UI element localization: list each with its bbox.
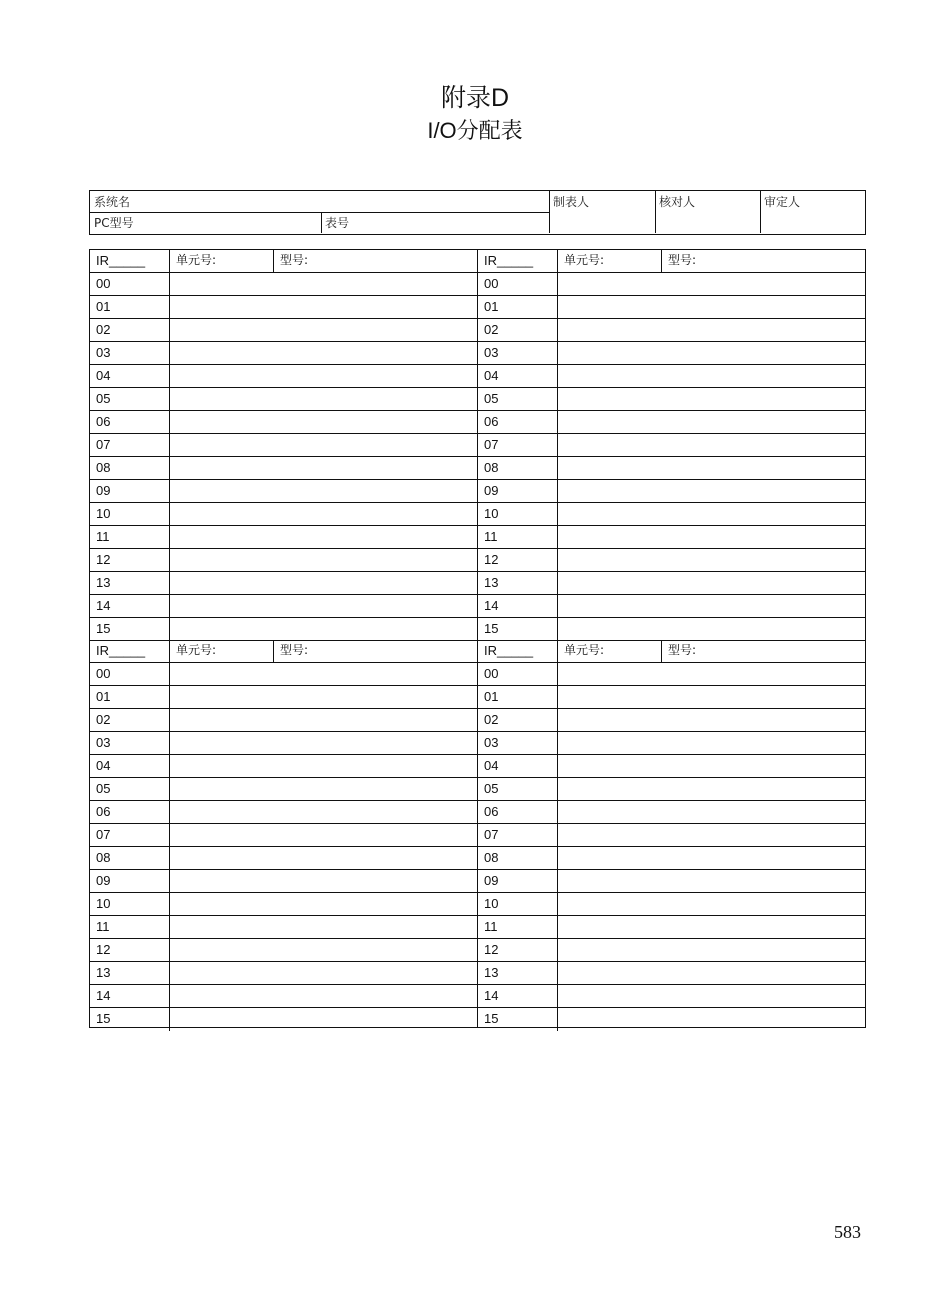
bit-description-field[interactable] [170, 985, 478, 1007]
bit-description-field[interactable] [558, 847, 866, 869]
bit-number: 10 [478, 893, 558, 915]
bit-number: 13 [90, 962, 170, 984]
bit-description-field[interactable] [558, 365, 866, 387]
bit-description-field[interactable] [170, 755, 478, 777]
table-row [90, 365, 478, 388]
ir-channel-field[interactable]: IR_____ [90, 250, 170, 272]
table-row [478, 595, 866, 618]
bit-number: 11 [90, 916, 170, 938]
table-row [90, 732, 478, 755]
bit-description-field[interactable] [170, 893, 478, 915]
io-block-header [478, 640, 866, 663]
bit-number: 11 [90, 526, 170, 548]
io-block-header [90, 250, 478, 273]
table-row [478, 847, 866, 870]
bit-number: 04 [90, 365, 170, 387]
bit-number: 09 [478, 480, 558, 502]
table-row [90, 755, 478, 778]
bit-number: 01 [90, 296, 170, 318]
bit-description-field[interactable] [170, 365, 478, 387]
table-row [90, 1008, 478, 1031]
table-row [90, 572, 478, 595]
table-row [478, 434, 866, 457]
bit-description-field[interactable] [558, 296, 866, 318]
table-row [478, 411, 866, 434]
table-row [478, 985, 866, 1008]
bit-description-field[interactable] [170, 709, 478, 731]
bit-number: 01 [90, 686, 170, 708]
bit-number: 02 [90, 709, 170, 731]
model-field[interactable]: 型号: [668, 643, 697, 657]
bit-description-field[interactable] [558, 801, 866, 823]
bit-number: 14 [90, 595, 170, 617]
bit-description-field[interactable] [558, 342, 866, 364]
bit-description-field[interactable] [558, 319, 866, 341]
bit-number: 03 [478, 342, 558, 364]
io-block-header [478, 250, 866, 273]
bit-description-field[interactable] [558, 388, 866, 410]
bit-number: 00 [478, 273, 558, 295]
bit-description-field[interactable] [170, 824, 478, 846]
model-field[interactable]: 型号: [280, 643, 309, 657]
bit-number: 00 [90, 663, 170, 685]
bit-description-field[interactable] [170, 296, 478, 318]
table-row [478, 663, 866, 686]
bit-description-field[interactable] [558, 618, 866, 640]
bit-number: 14 [90, 985, 170, 1007]
bit-number: 06 [478, 411, 558, 433]
table-row [90, 388, 478, 411]
bit-description-field[interactable] [558, 457, 866, 479]
bit-number: 06 [90, 411, 170, 433]
model-field[interactable]: 型号: [280, 253, 309, 267]
table-row [478, 824, 866, 847]
maker-field[interactable]: 制表人 [553, 195, 590, 209]
table-row [478, 778, 866, 801]
table-number-field[interactable]: 表号 [325, 216, 350, 230]
bit-number: 02 [90, 319, 170, 341]
bit-description-field[interactable] [170, 526, 478, 548]
bit-number: 09 [90, 480, 170, 502]
bit-description-field[interactable] [170, 457, 478, 479]
bit-number: 11 [478, 916, 558, 938]
bit-number: 04 [90, 755, 170, 777]
table-row [478, 755, 866, 778]
bit-number: 13 [478, 572, 558, 594]
bit-description-field[interactable] [170, 595, 478, 617]
table-row [90, 847, 478, 870]
unit-number-field[interactable]: 单元号: [558, 250, 662, 272]
table-row [478, 503, 866, 526]
bit-description-field[interactable] [170, 319, 478, 341]
ir-channel-field[interactable]: IR_____ [478, 640, 558, 662]
table-row [90, 618, 478, 641]
bit-description-field[interactable] [558, 1008, 866, 1031]
bit-number: 07 [90, 824, 170, 846]
table-row [478, 273, 866, 296]
table-row [478, 618, 866, 641]
bit-description-field[interactable] [558, 480, 866, 502]
bit-number: 13 [90, 572, 170, 594]
bit-description-field[interactable] [558, 434, 866, 456]
table-row [90, 801, 478, 824]
bit-description-field[interactable] [170, 503, 478, 525]
form-header-table [89, 190, 866, 235]
table-row [90, 296, 478, 319]
table-row [478, 388, 866, 411]
bit-number: 12 [478, 939, 558, 961]
io-block [478, 250, 866, 641]
bit-description-field[interactable] [170, 342, 478, 364]
bit-number: 00 [90, 273, 170, 295]
bit-description-field[interactable] [558, 709, 866, 731]
bit-description-field[interactable] [170, 778, 478, 800]
bit-number: 04 [478, 365, 558, 387]
bit-description-field[interactable] [170, 870, 478, 892]
bit-number: 12 [478, 549, 558, 571]
bit-number: 15 [478, 1008, 558, 1031]
bit-description-field[interactable] [558, 755, 866, 777]
io-block [478, 640, 866, 1031]
bit-description-field[interactable] [558, 732, 866, 754]
bit-number: 06 [478, 801, 558, 823]
bit-description-field[interactable] [170, 663, 478, 685]
bit-description-field[interactable] [170, 411, 478, 433]
bit-number: 03 [90, 732, 170, 754]
table-row [90, 457, 478, 480]
bit-number: 14 [478, 595, 558, 617]
bit-number: 05 [478, 778, 558, 800]
bit-number: 15 [90, 618, 170, 640]
table-row [90, 342, 478, 365]
io-block [90, 640, 478, 1031]
bit-number: 03 [90, 342, 170, 364]
table-row [478, 457, 866, 480]
table-row [478, 549, 866, 572]
table-row [90, 709, 478, 732]
bit-description-field[interactable] [170, 939, 478, 961]
bit-description-field[interactable] [170, 916, 478, 938]
bit-number: 01 [478, 686, 558, 708]
table-row [478, 319, 866, 342]
bit-description-field[interactable] [170, 686, 478, 708]
bit-description-field[interactable] [558, 595, 866, 617]
bit-description-field[interactable] [170, 801, 478, 823]
bit-number: 07 [90, 434, 170, 456]
table-row [478, 801, 866, 824]
bit-description-field[interactable] [558, 273, 866, 295]
bit-number: 10 [90, 503, 170, 525]
table-row [478, 732, 866, 755]
bit-number: 01 [478, 296, 558, 318]
table-row [90, 962, 478, 985]
bit-description-field[interactable] [170, 1008, 478, 1031]
table-row [478, 939, 866, 962]
bit-description-field[interactable] [558, 824, 866, 846]
table-row [478, 526, 866, 549]
bit-number: 10 [90, 893, 170, 915]
bit-description-field[interactable] [558, 778, 866, 800]
model-field[interactable]: 型号: [668, 253, 697, 267]
table-row [478, 480, 866, 503]
bit-number: 10 [478, 503, 558, 525]
unit-number-field[interactable]: 单元号: [170, 640, 274, 662]
table-row [478, 1008, 866, 1031]
bit-description-field[interactable] [558, 939, 866, 961]
unit-number-field[interactable]: 单元号: [558, 640, 662, 662]
bit-description-field[interactable] [558, 962, 866, 984]
bit-description-field[interactable] [170, 549, 478, 571]
bit-number: 06 [90, 801, 170, 823]
table-row [90, 824, 478, 847]
bit-number: 03 [478, 732, 558, 754]
table-row [478, 572, 866, 595]
bit-description-field[interactable] [558, 686, 866, 708]
bit-description-field[interactable] [558, 870, 866, 892]
bit-description-field[interactable] [170, 273, 478, 295]
table-row [90, 503, 478, 526]
bit-number: 08 [478, 847, 558, 869]
bit-number: 09 [478, 870, 558, 892]
table-row [90, 549, 478, 572]
bit-number: 07 [478, 824, 558, 846]
pc-model-field[interactable]: PC型号 [94, 216, 134, 230]
table-row [90, 480, 478, 503]
ir-channel-field[interactable]: IR_____ [90, 640, 170, 662]
bit-number: 09 [90, 870, 170, 892]
bit-number: 15 [478, 618, 558, 640]
bit-description-field[interactable] [558, 503, 866, 525]
bit-number: 08 [478, 457, 558, 479]
table-row [90, 595, 478, 618]
bit-description-field[interactable] [170, 572, 478, 594]
bit-number: 04 [478, 755, 558, 777]
table-row [478, 893, 866, 916]
bit-description-field[interactable] [558, 549, 866, 571]
ir-channel-field[interactable]: IR_____ [478, 250, 558, 272]
table-row [90, 273, 478, 296]
table-row [478, 686, 866, 709]
unit-number-field[interactable]: 单元号: [170, 250, 274, 272]
bit-number: 14 [478, 985, 558, 1007]
table-row [90, 686, 478, 709]
bit-description-field[interactable] [170, 847, 478, 869]
table-row [478, 709, 866, 732]
bit-description-field[interactable] [558, 526, 866, 548]
bit-number: 11 [478, 526, 558, 548]
table-row [478, 296, 866, 319]
bit-number: 02 [478, 709, 558, 731]
bit-number: 12 [90, 939, 170, 961]
bit-description-field[interactable] [558, 411, 866, 433]
bit-number: 00 [478, 663, 558, 685]
approver-field[interactable]: 审定人 [764, 195, 801, 209]
bit-number: 02 [478, 319, 558, 341]
bit-number: 05 [90, 388, 170, 410]
table-row [90, 870, 478, 893]
table-row [90, 411, 478, 434]
bit-number: 05 [90, 778, 170, 800]
bit-description-field[interactable] [558, 893, 866, 915]
table-row [90, 916, 478, 939]
page-subtitle: I/O分配表 [427, 118, 523, 143]
bit-description-field[interactable] [170, 434, 478, 456]
table-row [90, 434, 478, 457]
bit-description-field[interactable] [170, 962, 478, 984]
bit-description-field[interactable] [558, 985, 866, 1007]
bit-number: 07 [478, 434, 558, 456]
table-row [478, 962, 866, 985]
bit-description-field[interactable] [170, 732, 478, 754]
table-row [478, 916, 866, 939]
table-row [90, 663, 478, 686]
checker-field[interactable]: 核对人 [659, 195, 696, 209]
bit-number: 15 [90, 1008, 170, 1031]
io-allocation-table [89, 249, 866, 1028]
bit-description-field[interactable] [170, 388, 478, 410]
bit-number: 12 [90, 549, 170, 571]
table-row [90, 526, 478, 549]
bit-description-field[interactable] [558, 572, 866, 594]
bit-number: 05 [478, 388, 558, 410]
page-number: 583 [834, 1222, 861, 1242]
table-row [90, 985, 478, 1008]
bit-description-field[interactable] [170, 618, 478, 640]
table-row [478, 365, 866, 388]
bit-number: 08 [90, 847, 170, 869]
table-row [90, 939, 478, 962]
table-row [90, 319, 478, 342]
table-row [478, 342, 866, 365]
bit-number: 13 [478, 962, 558, 984]
bit-description-field[interactable] [170, 480, 478, 502]
bit-number: 08 [90, 457, 170, 479]
page-title: 附录D [440, 84, 510, 112]
io-block-header [90, 640, 478, 663]
bit-description-field[interactable] [558, 916, 866, 938]
system-name-field[interactable]: 系统名 [94, 195, 131, 209]
io-block [90, 250, 478, 641]
table-row [478, 870, 866, 893]
table-row [90, 778, 478, 801]
bit-description-field[interactable] [558, 663, 866, 685]
table-row [90, 893, 478, 916]
